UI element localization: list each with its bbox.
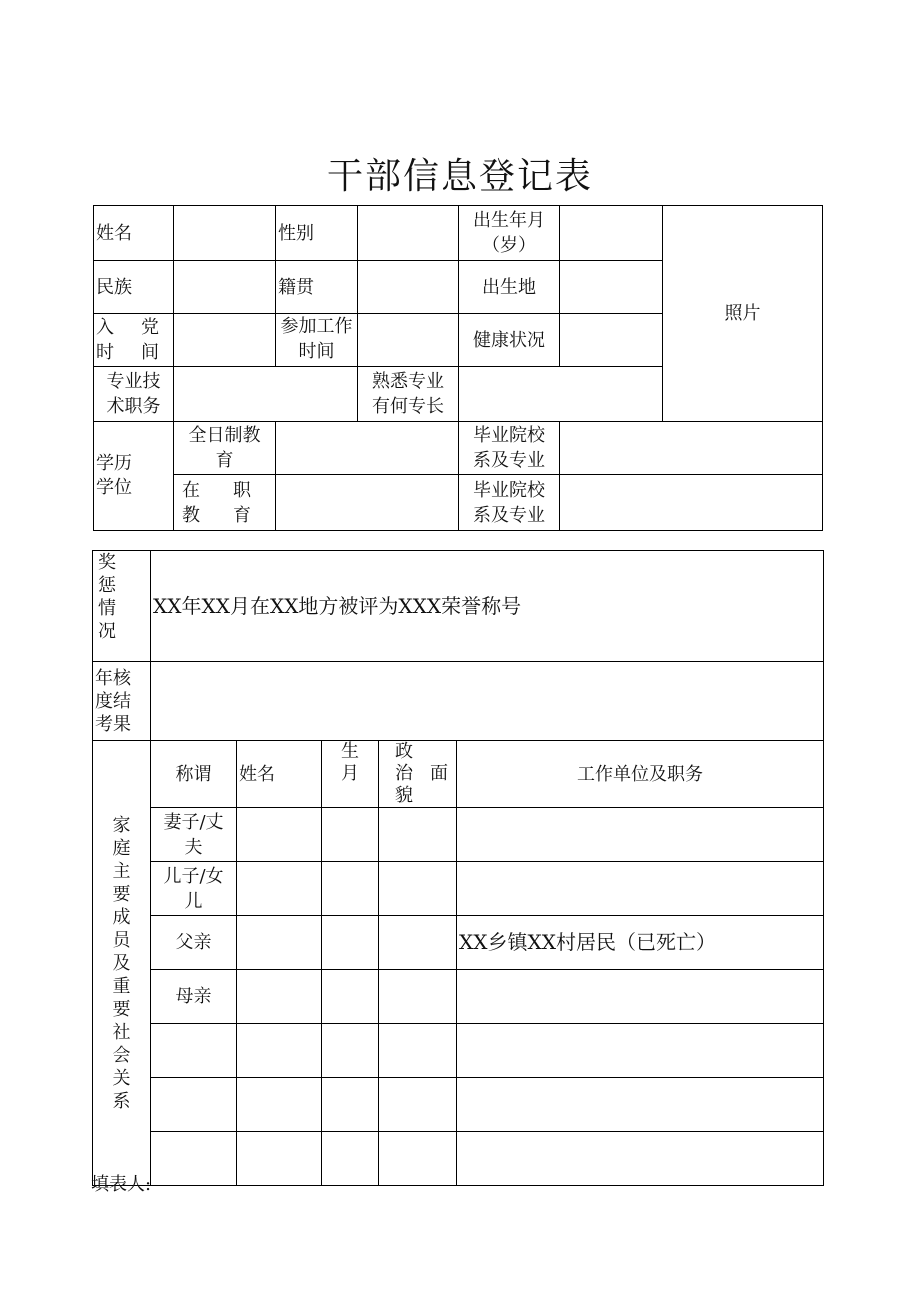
fulltime-edu-label: 全日制教育 <box>174 422 276 475</box>
family-row <box>93 1078 824 1132</box>
native-place-value[interactable] <box>358 261 459 314</box>
name-label: 姓名 <box>94 206 174 261</box>
family-name[interactable] <box>237 1024 322 1078</box>
family-row <box>93 808 824 862</box>
title-value[interactable] <box>174 367 358 422</box>
family-birth[interactable] <box>322 862 379 916</box>
family-row <box>93 1024 824 1078</box>
family-political[interactable] <box>379 1132 457 1186</box>
family-row <box>93 862 824 916</box>
work-start-value[interactable] <box>358 314 459 367</box>
photo-label: 照片 <box>724 303 761 324</box>
title-label: 专业技术职务 <box>94 367 174 422</box>
family-work[interactable] <box>457 970 824 1024</box>
family-birth[interactable] <box>322 1132 379 1186</box>
family-work[interactable] <box>457 1078 824 1132</box>
family-political[interactable] <box>379 1078 457 1132</box>
assessment-label-text: 年核度结考果 <box>95 667 131 735</box>
ethnicity-value[interactable] <box>174 261 276 314</box>
family-row <box>93 970 824 1024</box>
birth-label: 出生年月（岁） <box>459 206 560 261</box>
health-value[interactable] <box>560 314 663 367</box>
gender-value[interactable] <box>358 206 459 261</box>
family-work[interactable] <box>457 808 824 862</box>
ethnicity-label: 民族 <box>94 261 174 314</box>
family-relation: 妻子/丈夫 <box>151 808 237 862</box>
party-join-value[interactable] <box>174 314 276 367</box>
family-name[interactable] <box>237 1132 322 1186</box>
family-work[interactable]: XX乡镇XX村居民（已死亡） <box>457 916 824 970</box>
specialty-label: 熟悉专业有何专长 <box>358 367 459 422</box>
rewards-label <box>93 551 151 662</box>
assessment-value[interactable] <box>151 662 824 741</box>
graduate-school-value-1[interactable] <box>560 422 823 475</box>
basic-info-table <box>93 205 823 531</box>
family-relation: 儿子/女儿 <box>151 862 237 916</box>
inservice-edu-value[interactable] <box>276 475 459 531</box>
specialty-value[interactable] <box>459 367 663 422</box>
health-label: 健康状况 <box>459 314 560 367</box>
family-row <box>93 916 824 970</box>
family-name[interactable] <box>237 808 322 862</box>
family-name[interactable] <box>237 970 322 1024</box>
family-name[interactable] <box>237 1078 322 1132</box>
form-filler-label: 填表人: <box>91 1174 152 1195</box>
name-value[interactable] <box>174 206 276 261</box>
birthplace-value[interactable] <box>560 261 663 314</box>
family-work[interactable] <box>457 862 824 916</box>
family-birth[interactable] <box>322 970 379 1024</box>
graduate-school-value-2[interactable] <box>560 475 823 531</box>
party-join-label: 入 党时 间 <box>94 314 174 367</box>
photo-cell[interactable] <box>663 206 823 422</box>
fulltime-edu-value[interactable] <box>276 422 459 475</box>
page-title: 干部信息登记表 <box>326 156 593 197</box>
family-birth[interactable] <box>322 916 379 970</box>
assessment-label <box>93 662 151 741</box>
birth-value[interactable] <box>560 206 663 261</box>
record-table <box>92 550 824 1186</box>
family-header-relation: 称谓 <box>151 741 237 808</box>
family-header-work: 工作单位及职务 <box>457 741 824 808</box>
family-birth[interactable] <box>322 1024 379 1078</box>
inservice-edu-label: 在 职教 育 <box>174 475 276 531</box>
graduate-school-label-1: 毕业院校系及专业 <box>459 422 560 475</box>
family-section-label-text: 家庭主要成员及重要社会关系 <box>112 814 131 1112</box>
gender-label: 性别 <box>276 206 358 261</box>
family-political[interactable] <box>379 916 457 970</box>
education-label-text: 学历学位 <box>96 453 132 498</box>
family-political[interactable] <box>379 1024 457 1078</box>
family-name[interactable] <box>237 916 322 970</box>
family-header-birth <box>322 741 379 808</box>
family-header-political: 政 治面 貌 <box>379 741 457 808</box>
rewards-value[interactable]: XX年XX月在XX地方被评为XXX荣誉称号 <box>151 551 824 662</box>
family-political[interactable] <box>379 808 457 862</box>
family-relation: 母亲 <box>151 970 237 1024</box>
family-relation[interactable] <box>151 1132 237 1186</box>
family-birth[interactable] <box>322 808 379 862</box>
family-header-name: 姓名 <box>237 741 322 808</box>
family-relation: 父亲 <box>151 916 237 970</box>
family-relation[interactable] <box>151 1078 237 1132</box>
family-political[interactable] <box>379 970 457 1024</box>
birthplace-label: 出生地 <box>459 261 560 314</box>
family-birth[interactable] <box>322 1078 379 1132</box>
family-row <box>93 1132 824 1186</box>
family-political[interactable] <box>379 862 457 916</box>
graduate-school-label-2: 毕业院校系及专业 <box>459 475 560 531</box>
work-start-label: 参加工作时间 <box>276 314 358 367</box>
education-label <box>94 422 174 531</box>
family-header-birth-text: 生月 <box>341 741 359 784</box>
family-relation[interactable] <box>151 1024 237 1078</box>
family-section-label <box>93 741 151 1186</box>
family-work[interactable] <box>457 1024 824 1078</box>
native-place-label: 籍贯 <box>276 261 358 314</box>
rewards-label-text: 奖惩情况 <box>98 552 116 642</box>
family-work[interactable] <box>457 1132 824 1186</box>
family-name[interactable] <box>237 862 322 916</box>
